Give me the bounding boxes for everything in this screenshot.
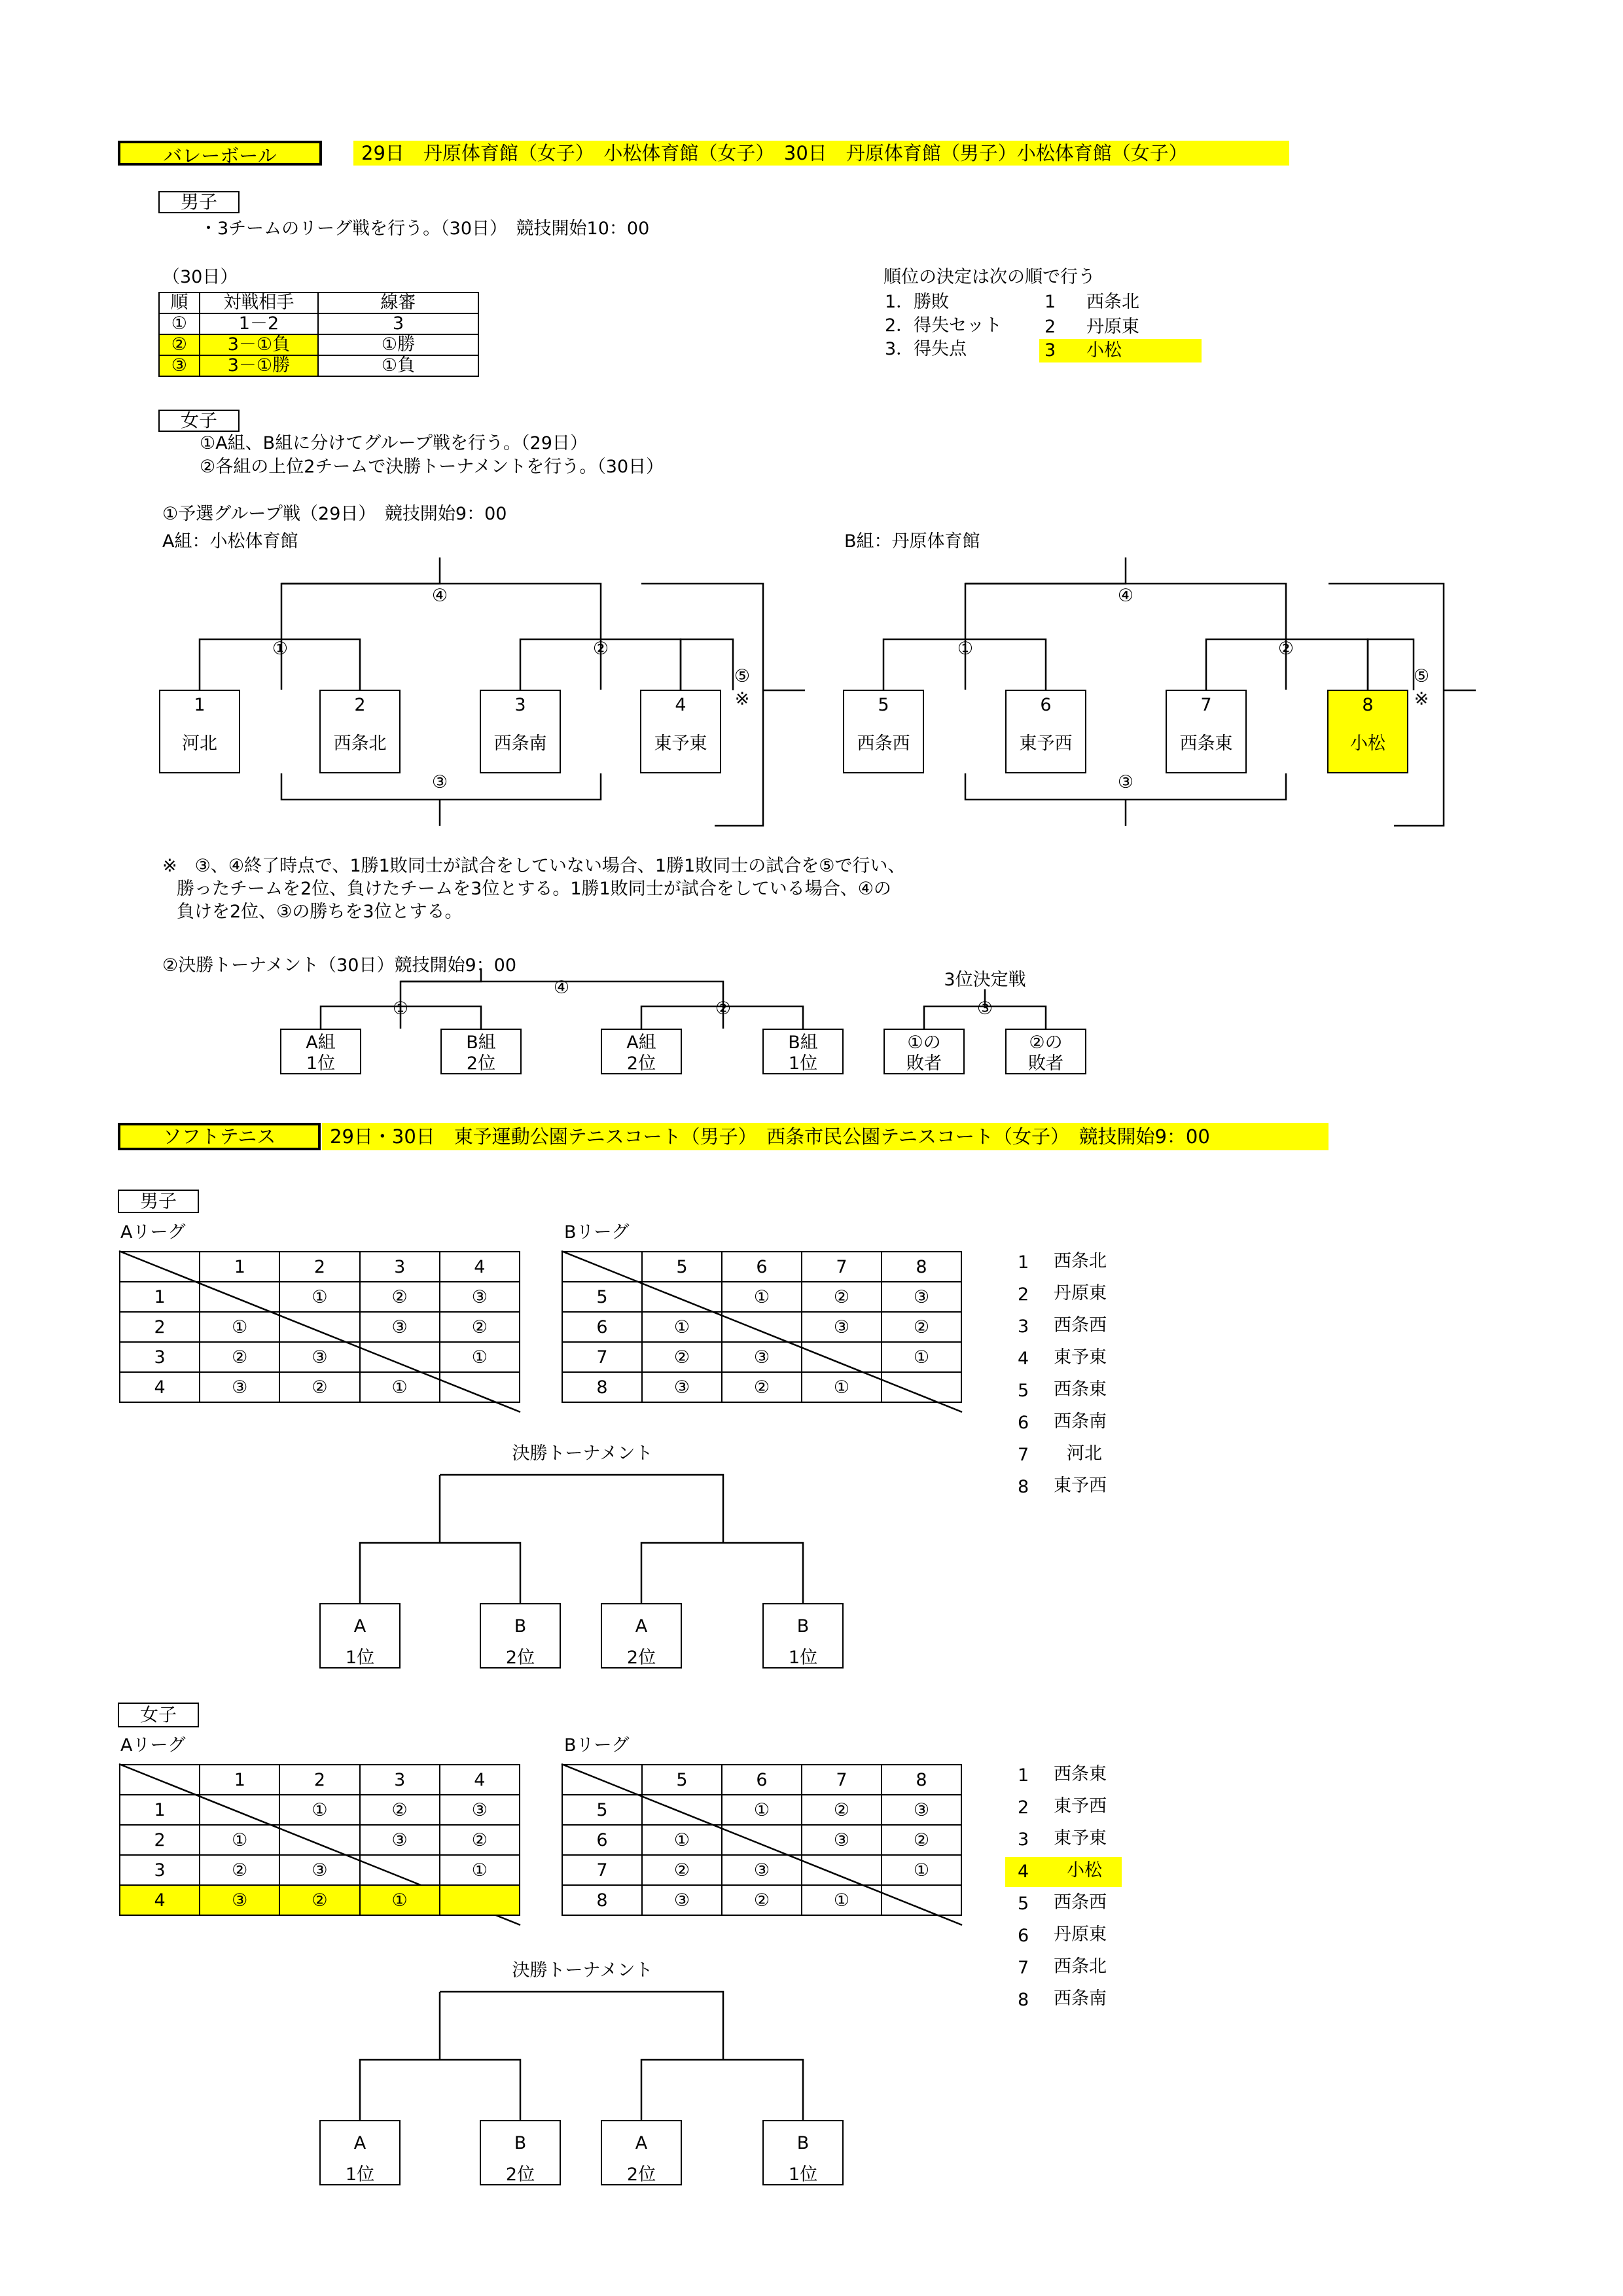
team-num: 1: [194, 695, 205, 715]
softtennis-men-label: 男子: [118, 1190, 199, 1213]
slot-line: 2位: [505, 2164, 535, 2185]
volleyball-men-label: 男子: [158, 191, 240, 213]
team-num: 7: [1018, 1958, 1029, 1978]
volleyball-men-schedule-table: [158, 292, 479, 377]
table-header: 線審: [318, 292, 478, 313]
table-row: [159, 355, 478, 376]
match-label: ②: [592, 639, 609, 659]
cell: [722, 1312, 802, 1342]
team-num: 8: [1018, 1477, 1029, 1497]
row-header: 6: [562, 1312, 642, 1342]
cell: [722, 1825, 802, 1855]
cell: ②: [200, 1855, 279, 1885]
team-box: [1005, 690, 1086, 773]
men-league-b-table: [562, 1251, 962, 1403]
team-num: 3: [1018, 1316, 1029, 1337]
cell: ②: [279, 1885, 359, 1915]
team-num: 2: [1018, 1797, 1029, 1818]
cell: [882, 1372, 961, 1402]
third-place-title: 3位決定戦: [944, 970, 1026, 990]
slot-line: B: [796, 1616, 810, 1636]
match-label: ③: [1117, 772, 1134, 792]
table-header: 8: [882, 1765, 961, 1795]
table-header: 6: [722, 1252, 802, 1282]
asterisk: ※: [1414, 689, 1429, 709]
cell: ②: [279, 1372, 359, 1402]
cell: ③: [440, 1282, 520, 1312]
team-name: 西条東: [1054, 1379, 1107, 1400]
cell: [279, 1312, 359, 1342]
team-name: 西条南: [1054, 1411, 1107, 1432]
match-cell: 1－2: [200, 313, 318, 334]
cell: [360, 1855, 440, 1885]
match-label: ①: [957, 639, 974, 659]
cell: [440, 1885, 520, 1915]
table-row: [562, 1342, 961, 1372]
women-final-title: 決勝トーナメント: [512, 1960, 653, 1981]
final-slot: [762, 2120, 844, 2185]
final-slot: [319, 2120, 401, 2185]
team-name: 西条北: [1054, 1956, 1107, 1977]
cell: ②: [722, 1885, 802, 1915]
team-name: 西条西: [857, 733, 910, 754]
cell: ③: [642, 1372, 722, 1402]
table-header: 3: [360, 1252, 440, 1282]
cell: ③: [642, 1885, 722, 1915]
table-header: 7: [802, 1765, 882, 1795]
row-header: 1: [120, 1282, 200, 1312]
cell: [200, 1795, 279, 1825]
cell: ②: [802, 1282, 882, 1312]
cell: ①: [200, 1312, 279, 1342]
cell: ①: [802, 1885, 882, 1915]
slot-line: A: [635, 1616, 648, 1636]
team-num: 6: [1018, 1926, 1029, 1946]
volleyball-women-label: 女子: [158, 410, 240, 432]
cell: ②: [360, 1282, 440, 1312]
prelim-title: ①予選グループ戦（29日） 競技開始9：00: [162, 504, 507, 524]
cell: ③: [200, 1372, 279, 1402]
slot-line: 2位: [466, 1053, 496, 1074]
team-num: 7: [1018, 1445, 1029, 1465]
team-num: 4: [1018, 1349, 1029, 1369]
table-header-row: [159, 292, 478, 313]
group-a-title: A組：小松体育館: [162, 531, 298, 552]
cell: ①: [882, 1855, 961, 1885]
table-header-row: [120, 1252, 520, 1282]
cell: [882, 1885, 961, 1915]
cell: ①: [440, 1342, 520, 1372]
order-cell: ②: [159, 334, 200, 355]
softtennis-schedule: 29日・30日 東予運動公園テニスコート（男子） 西条市民公園テニスコート（女子） 競技開始9：00: [322, 1123, 1329, 1150]
final-slot: [601, 1029, 682, 1074]
cell: ③: [360, 1825, 440, 1855]
cell: ①: [360, 1885, 440, 1915]
table-row: [562, 1312, 961, 1342]
table-row: [120, 1795, 520, 1825]
cell: [279, 1825, 359, 1855]
cell: ②: [642, 1855, 722, 1885]
table-row: [159, 334, 478, 355]
footnote-line: 負けを2位、③の勝ちを3位とする。: [177, 902, 463, 922]
slot-line: A組: [626, 1033, 656, 1053]
cell: ①: [802, 1372, 882, 1402]
cell: ③: [882, 1282, 961, 1312]
team-num: 4: [675, 695, 687, 715]
slot-line: ②の: [1029, 1033, 1063, 1053]
row-header: 2: [120, 1312, 200, 1342]
table-header: 8: [882, 1252, 961, 1282]
row-header: 1: [120, 1795, 200, 1825]
final-slot: [601, 1603, 682, 1669]
table-row: [120, 1855, 520, 1885]
slot-line: 敗者: [1028, 1053, 1063, 1074]
final-slot: [762, 1603, 844, 1669]
table-header: 2: [279, 1252, 359, 1282]
team-num: 8: [1018, 1990, 1029, 2010]
cell: ①: [360, 1372, 440, 1402]
row-header: 7: [562, 1342, 642, 1372]
match-label: ⑤: [734, 666, 751, 686]
final-slot: [440, 1029, 522, 1074]
cell: ③: [802, 1312, 882, 1342]
table-row: [120, 1312, 520, 1342]
men-final-title: 決勝トーナメント: [512, 1443, 653, 1464]
slot-line: 2位: [626, 2164, 656, 2185]
table-header: 4: [440, 1252, 520, 1282]
team-box: [843, 690, 924, 773]
cell: ②: [882, 1312, 961, 1342]
slot-line: 敗者: [906, 1053, 942, 1074]
row-header: 8: [562, 1885, 642, 1915]
cell: ①: [279, 1795, 359, 1825]
team-name: 小松: [1086, 340, 1122, 361]
team-name: 東予西: [1054, 1475, 1107, 1496]
ranking-criterion: 3．得失点: [885, 339, 967, 359]
cell: ②: [360, 1795, 440, 1825]
match-label: ③: [431, 772, 448, 792]
team-name: 東予東: [1054, 1347, 1107, 1368]
slot-line: 1位: [788, 2164, 818, 2185]
row-header: 4: [120, 1885, 200, 1915]
row-header: 3: [120, 1342, 200, 1372]
final-slot: [762, 1029, 844, 1074]
cell: [642, 1795, 722, 1825]
table-header-row: [562, 1765, 961, 1795]
final-slot: [480, 1603, 561, 1669]
slot-line: B組: [788, 1033, 818, 1053]
team-name: 西条北: [1054, 1251, 1107, 1271]
team-name: 丹原東: [1054, 1283, 1107, 1303]
row-header: 8: [562, 1372, 642, 1402]
softtennis-section-title: ソフトテニス: [118, 1123, 321, 1150]
team-box: [480, 690, 561, 773]
volleyball-schedule: 29日 丹原体育館（女子） 小松体育館（女子） 30日 丹原体育館（男子）小松体育館（女子）: [353, 141, 1289, 166]
team-num: 2: [1018, 1284, 1029, 1305]
cell: ③: [279, 1342, 359, 1372]
team-name: 西条西: [1054, 1315, 1107, 1335]
table-row: [562, 1885, 961, 1915]
match-cell: 3－①勝: [200, 355, 318, 376]
team-name: 丹原東: [1086, 317, 1139, 337]
table-row: [562, 1282, 961, 1312]
row-header: 7: [562, 1855, 642, 1885]
ranking-title: 順位の決定は次の順で行う: [883, 267, 1096, 287]
table-row: [562, 1795, 961, 1825]
men-league-a-table: [119, 1251, 520, 1403]
team-box: [640, 690, 721, 773]
table-header: 3: [360, 1765, 440, 1795]
team-num: 1: [1044, 292, 1056, 312]
team-num: 2: [1044, 317, 1056, 337]
slot-line: 1位: [345, 2164, 375, 2185]
volleyball-women-note: ①A組、B組に分けてグループ戦を行う。（29日）: [200, 433, 588, 453]
cell: [802, 1855, 882, 1885]
team-name: 小松: [1067, 1860, 1102, 1881]
volleyball-section-title: バレーボール: [118, 141, 322, 166]
match-cell: 3－①負: [200, 334, 318, 355]
row-header: 2: [120, 1825, 200, 1855]
group-b-title: B組：丹原体育館: [844, 531, 980, 552]
cell: ①: [200, 1825, 279, 1855]
team-num: 3: [1018, 1829, 1029, 1850]
cell: [440, 1372, 520, 1402]
women-league-a-table: [119, 1764, 520, 1916]
row-header: 6: [562, 1825, 642, 1855]
slot-line: 2位: [505, 1648, 535, 1668]
slot-line: B組: [466, 1033, 496, 1053]
order-cell: ①: [159, 313, 200, 334]
cell: ②: [200, 1342, 279, 1372]
table-row: [562, 1372, 961, 1402]
volleyball-women-note: ②各組の上位2チームで決勝トーナメントを行う。（30日）: [200, 457, 664, 477]
slot-line: A組: [306, 1033, 336, 1053]
team-name: 河北: [182, 733, 217, 754]
team-num: 2: [354, 695, 366, 715]
row-header: 4: [120, 1372, 200, 1402]
final-slot: [319, 1603, 401, 1669]
row-header: 5: [562, 1795, 642, 1825]
table-row: [120, 1885, 520, 1915]
final-slot: [280, 1029, 361, 1074]
slot-line: 1位: [788, 1053, 818, 1074]
team-name: 東予東: [654, 733, 707, 754]
table-header: 7: [802, 1252, 882, 1282]
footnote-line: ※ ③、④終了時点で、1勝1敗同士が試合をしていない場合、1勝1敗同士の試合を⑤で行い、: [162, 856, 906, 876]
cell: ①: [882, 1342, 961, 1372]
slot-line: 1位: [306, 1053, 336, 1074]
team-num: 6: [1040, 695, 1052, 715]
match-label: ③: [976, 998, 993, 1019]
match-label: ②: [715, 998, 732, 1019]
team-box: [1327, 690, 1408, 773]
slot-line: A: [353, 1616, 366, 1636]
women-league-b-table: [562, 1764, 962, 1916]
team-name: 小松: [1350, 733, 1385, 754]
cell: ②: [802, 1795, 882, 1825]
team-name: 西条南: [1054, 1988, 1107, 2009]
match-label: ①: [272, 639, 289, 659]
cell: ①: [722, 1795, 802, 1825]
third-slot: [1005, 1029, 1086, 1074]
team-name: 西条東: [1054, 1764, 1107, 1784]
table-header: 1: [200, 1252, 279, 1282]
cell: ②: [722, 1372, 802, 1402]
cell: ③: [882, 1795, 961, 1825]
cell: ①: [722, 1282, 802, 1312]
cell: ①: [642, 1825, 722, 1855]
table-header: 順: [159, 292, 200, 313]
volleyball-men-day: （30日）: [162, 267, 238, 287]
team-num: 8: [1362, 695, 1374, 715]
cell: ③: [440, 1795, 520, 1825]
referee-cell: ①負: [318, 355, 478, 376]
cell: ③: [360, 1312, 440, 1342]
team-name: 東予西: [1019, 733, 1073, 754]
team-name: 西条北: [1086, 292, 1139, 312]
table-header-row: [120, 1765, 520, 1795]
cell: ③: [200, 1885, 279, 1915]
team-name: 丹原東: [1054, 1924, 1107, 1945]
team-name: 西条西: [1054, 1892, 1107, 1913]
final-slot: [601, 2120, 682, 2185]
slot-line: B: [514, 1616, 527, 1636]
match-label: ④: [1117, 586, 1134, 606]
slot-line: 1位: [788, 1648, 818, 1668]
league-a-label: Aリーグ: [120, 1222, 186, 1243]
slot-line: A: [353, 2133, 366, 2153]
cell: [200, 1282, 279, 1312]
team-box: [159, 690, 240, 773]
team-num: 1: [1018, 1765, 1029, 1786]
table-header: 1: [200, 1765, 279, 1795]
slot-line: 1位: [345, 1648, 375, 1668]
cell: ②: [440, 1312, 520, 1342]
cell: [360, 1342, 440, 1372]
match-label: ②: [1277, 639, 1294, 659]
table-header: 対戦相手: [200, 292, 318, 313]
slot-line: B: [796, 2133, 810, 2153]
team-name: 西条北: [333, 733, 387, 754]
table-header: 5: [642, 1252, 722, 1282]
team-box: [319, 690, 401, 773]
table-row: [159, 313, 478, 334]
team-name: 東予西: [1054, 1796, 1107, 1816]
table-row: [120, 1342, 520, 1372]
slot-line: A: [635, 2133, 648, 2153]
table-row: [120, 1825, 520, 1855]
softtennis-women-label: 女子: [118, 1703, 199, 1727]
team-num: 5: [1018, 1894, 1029, 1914]
table-row: [562, 1825, 961, 1855]
team-box: [1166, 690, 1247, 773]
third-slot: [883, 1029, 965, 1074]
slot-line: B: [514, 2133, 527, 2153]
team-num: 5: [878, 695, 889, 715]
cell: ②: [882, 1825, 961, 1855]
footnote-line: 勝ったチームを2位、負けたチームを3位とする。1勝1敗同士が試合をしている場合、④の: [177, 879, 891, 899]
table-header: 2: [279, 1765, 359, 1795]
table-row: [562, 1855, 961, 1885]
table-row: [120, 1282, 520, 1312]
league-b-label: Bリーグ: [564, 1735, 630, 1756]
row-header: 5: [562, 1282, 642, 1312]
league-b-label: Bリーグ: [564, 1222, 630, 1243]
match-label: ④: [431, 586, 448, 606]
team-num: 7: [1200, 695, 1212, 715]
order-cell: ③: [159, 355, 200, 376]
team-num: 5: [1018, 1381, 1029, 1401]
row-header: 3: [120, 1855, 200, 1885]
team-num: 6: [1018, 1413, 1029, 1433]
ranking-criterion: 2．得失セット: [885, 315, 1003, 336]
team-name: 西条東: [1179, 733, 1233, 754]
team-num: 3: [514, 695, 526, 715]
team-num: 1: [1018, 1252, 1029, 1273]
team-name: 東予東: [1054, 1828, 1107, 1848]
referee-cell: ①勝: [318, 334, 478, 355]
cell: ③: [722, 1342, 802, 1372]
final-title: ②決勝トーナメント（30日）競技開始9：00: [162, 955, 517, 976]
slot-line: 2位: [626, 1648, 656, 1668]
ranking-criterion: 1．勝敗: [885, 292, 950, 312]
cell: [642, 1282, 722, 1312]
cell: ③: [802, 1825, 882, 1855]
table-header-row: [562, 1252, 961, 1282]
cell: ①: [440, 1855, 520, 1885]
table-header: 5: [642, 1765, 722, 1795]
table-header: 6: [722, 1765, 802, 1795]
team-num: 3: [1044, 340, 1056, 361]
cell: ①: [279, 1282, 359, 1312]
final-slot: [480, 2120, 561, 2185]
table-row: [120, 1372, 520, 1402]
team-num: 4: [1018, 1862, 1029, 1882]
volleyball-men-note: ・3チームのリーグ戦を行う。（30日） 競技開始10：00: [200, 219, 650, 239]
slot-line: ①の: [907, 1033, 941, 1053]
asterisk: ※: [734, 689, 750, 709]
cell: [802, 1342, 882, 1372]
cell: ①: [642, 1312, 722, 1342]
cell: ③: [722, 1855, 802, 1885]
cell: ②: [440, 1825, 520, 1855]
match-label: ⑤: [1413, 666, 1430, 686]
cell: ③: [279, 1855, 359, 1885]
table-header: 4: [440, 1765, 520, 1795]
match-label: ①: [392, 998, 409, 1019]
team-name: 西条南: [493, 733, 547, 754]
match-label: ④: [553, 978, 570, 998]
cell: ②: [642, 1342, 722, 1372]
league-a-label: Aリーグ: [120, 1735, 186, 1756]
referee-cell: 3: [318, 313, 478, 334]
slot-line: 2位: [626, 1053, 656, 1074]
team-name: 河北: [1067, 1443, 1102, 1464]
